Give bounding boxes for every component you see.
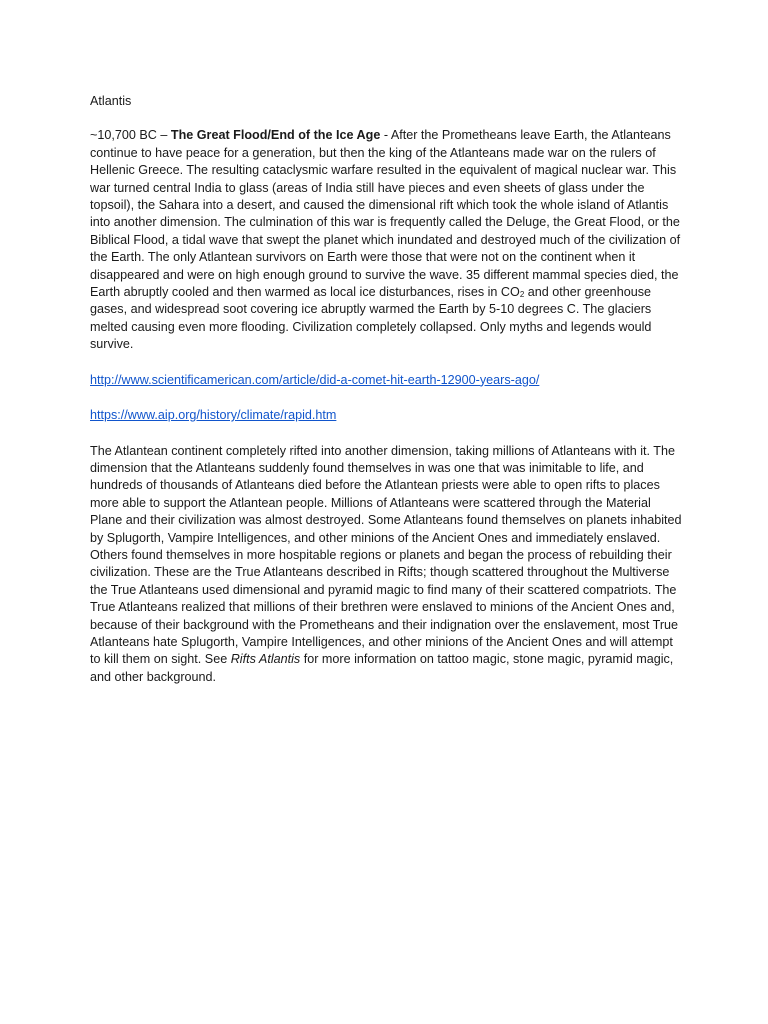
document-title: Atlantis	[90, 94, 132, 108]
paragraph-text: - After the Prometheans leave Earth, the Atlanteans continue to have peace for a generation, but then the king of the Atlanteans made war on the rulers of Hellenic Greece. The resulting cataclysmic warfare resulted in the equivalent of magical nuclear war. This war turned central India to glass (areas of India still have pieces and even sheets of glass under the topsoil), the Sahara into a desert, and caused the dimensional rift which took the whole island of Atlantis into another dimension. The culmination of this war is frequently called the Deluge, the Great Flood, or the Biblical Flood, a tidal wave that swept the planet which inundated and destroyed much of the civilization of the Earth. The only Atlantean survivors on Earth were those that were not on the continent when it disappeared and were on high enough ground to survive the wave. 35 different mammal species died, the Earth abruptly cooled and then warmed as local ice disturbances, rises in CO	[90, 128, 681, 300]
link-paragraph-1	[90, 372, 682, 389]
paragraph-atlantean-continent	[90, 443, 682, 687]
paragraph-text: The Atlantean continent completely rifted into another dimension, taking millions of Atlanteans with it. The dimension that the Atlanteans suddenly found themselves in was one that was inimitable to life, and hundreds of thousands of Atlanteans died before the Atlantean priests were able to open rifts to places more able to support the Atlantean people. Millions of Atlanteans were scattered through the Material Plane and their civilization was almost destroyed. Some Atlanteans found themselves on planets inhabited by Splugorth, Vampire Intelligences, and other minions of the Ancient Ones and immediately enslaved. Others found themselves in more hospitable regions or planets and began the process of rebuilding their civilization. These are the True Atlanteans described in Rifts; though scattered throughout the Multiverse the True Atlanteans used dimensional and pyramid magic to find many of their scattered compatriots. The True Atlanteans realized that millions of their brethren were enslaved to minions of the Ancient Ones and, because of their background with the Prometheans and their indignation over the enslavement, most True Atlanteans hate Splugorth, Vampire Intelligences, and other minions of the Ancient Ones and will attempt to kill them on sight. See	[90, 443, 682, 667]
paragraph-text-continued: and other greenhouse gases, and widespread soot covering ice abruptly warmed the Earth by 5-10 degrees C. The glaciers melted causing even more flooding. Civilization completely collapsed. Only myths and legends would survive.	[90, 285, 652, 352]
date-lead: ~10,700 BC –	[90, 128, 171, 143]
scientific-american-link[interactable]: http://www.scientificamerican.com/article/did-a-comet-hit-earth-12900-years-ago/	[90, 372, 540, 387]
paragraph-tail: for more information on tattoo magic, stone magic, pyramid magic, and other background.	[90, 652, 674, 684]
co2-subscript: 2	[519, 290, 525, 300]
document-body	[90, 93, 682, 704]
aip-history-link[interactable]: https://www.aip.org/history/climate/rapid.htm	[90, 408, 337, 423]
link-paragraph-2	[90, 407, 682, 424]
paragraph-great-flood	[90, 127, 682, 353]
section-heading: The Great Flood/End of the Ice Age	[170, 128, 381, 143]
book-reference: Rifts Atlantis	[230, 652, 301, 667]
